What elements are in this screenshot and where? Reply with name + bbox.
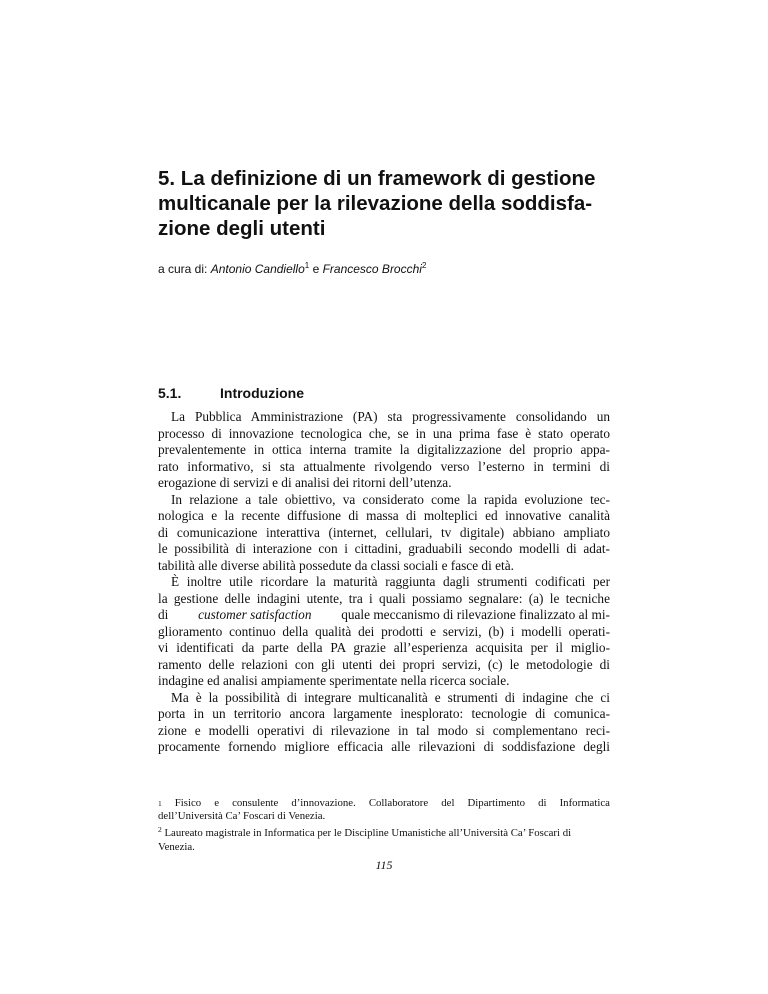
footnote-ref: 1 [304,261,310,270]
footnote-word: Informatica [559,797,610,809]
body-line: le possibilità di interazione con i cittadini, graduabili secondo modelli di adat- [158,541,610,556]
footnote-word: Dipartimento [467,797,526,809]
byline-joiner: e [309,262,323,276]
body-line: La Pubblica Amministrazione (PA) sta progressivamente consolidando un [171,409,610,424]
footnote-word: del [441,797,455,809]
chapter-title-line: multicanale per la rilevazione della soddisfa- [158,192,593,215]
body-line: la gestione delle indagini utente, tra i quali possiamo segnalare: (a) le tecniche [158,590,610,606]
body-line: procamente fornendo migliore efficacia alle rilevazioni di soddisfazione degli [158,739,610,754]
body-line: prevalentemente in ottica interna tramite la digitalizzazione del proprio appa- [158,442,610,457]
chapter-title-line: zione degli utenti [158,217,326,240]
body-line: È inoltre utile ricordare la maturità raggiunta dagli strumenti codificati per [171,574,610,589]
footnote-word: consulente [232,797,279,809]
section-number: 5.1. [158,385,182,401]
page-number: 115 [375,858,393,872]
footnote-2-line [158,823,610,840]
byline-prefix: a cura di: [158,262,211,276]
footnote-word: Collaboratore [368,797,429,809]
footnote-1-line: dell’Università Ca’ Foscari di Venezia. [158,810,326,823]
footnote-word: d’innovazione. [291,797,356,809]
footnote-mark: 2 [158,825,162,835]
body-word: di [158,607,169,622]
body-word: quale meccanismo di rilevazione finalizzato al mi- [341,607,610,622]
body-line: vi identificati da parte della PA grazie all’esperienza acquisita per il miglio- [158,640,610,655]
body-line: ramento delle relazioni con gli utenti dei propri servizi, (c) le metodologie di [158,656,610,672]
body-line: nologica e la recente diffusione di massa di molteplici ed innovative canalità [158,508,610,523]
body-text [158,409,610,756]
body-line: indagine ed analisi ampiamente sperimentate nella ricerca sociale. [158,673,510,688]
section-title: Introduzione [220,385,304,401]
body-line [158,607,610,624]
body-line: glioramento continuo della qualità dei prodotti e servizi, (b) i modelli operati- [158,623,610,639]
footnote-word: Fisico [174,797,202,809]
body-line: processo di innovazione tecnologica che, se in una prima fase è stato operato [158,425,610,441]
body-line: di comunicazione interattiva (internet, cellulari, tv digitale) abbiano ampliato [158,524,610,540]
body-line: rato informativo, si sta attualmente rivolgendo verso l’esterno in termini di [158,458,610,474]
author-name: Antonio Candiello [210,262,305,276]
chapter-title-line: 5. La definizione di un framework di gestione [158,167,596,190]
footnote-1-line [158,797,610,810]
section-heading [158,385,304,401]
chapter-title [158,166,610,241]
footnote-word: di [538,797,547,809]
body-line: porta in un territorio ancora largamente inesplorato: tecnologie di comunica- [158,706,610,721]
body-line: Ma è la possibilità di integrare multicanalità e strumenti di indagine che ci [171,689,610,705]
body-line: In relazione a tale obiettivo, va considerato come la rapida evoluzione tec- [171,491,610,507]
body-line: erogazione di servizi e di analisi dei ritorni dell’utenza. [158,475,452,490]
author-name: Francesco Brocchi [322,262,422,276]
footnotes [158,797,610,854]
byline [158,261,426,276]
body-line: zione e modelli operativi di rilevazione in tal modo si complementano reci- [158,722,610,738]
footnote-word: e [214,797,220,809]
footnote-text: Laureato magistrale in Informatica per le Discipline Umanistiche all’Università Ca’ Foscari di [164,827,572,840]
footnote-2-line: Venezia. [158,840,195,853]
footnote-mark: 1 [158,799,162,808]
body-line: tabilità alle diverse abilità possedute da classi sociali e fasce di età. [158,557,514,573]
emphasis-term: customer satisfaction [198,607,312,622]
footnote-ref: 2 [421,261,427,270]
